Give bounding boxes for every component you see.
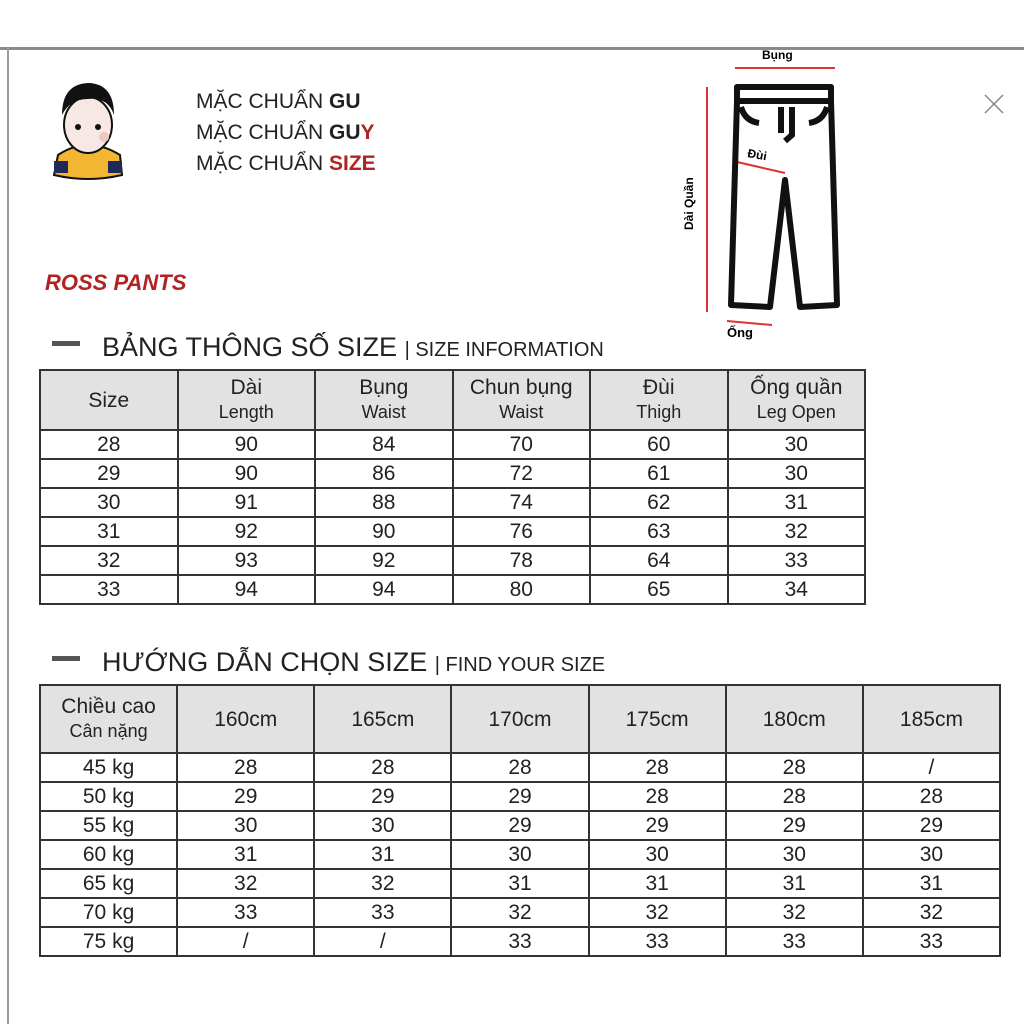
table-cell [177,782,314,811]
table-cell [863,898,1000,927]
cell-text: 70 [509,432,533,456]
table-cell [726,927,863,956]
table-row [40,811,1000,840]
table-cell [177,753,314,782]
cell-subtext: Cân nặng [69,721,148,741]
cell-text: 72 [509,461,533,485]
cell-text: 74 [509,490,533,514]
table-cell [728,575,866,604]
cell-text: 55 kg [82,813,135,837]
table-cell [178,430,316,459]
cell-text: 78 [509,548,533,572]
table-cell [728,517,866,546]
cell-text: 175cm [625,707,689,731]
column-header [451,685,588,753]
table-cell [453,517,591,546]
cell-text: 29 [508,784,532,808]
cell-text: 31 [371,842,395,866]
table-cell [728,459,866,488]
table-cell [589,811,726,840]
table-cell [177,811,314,840]
section-dash-icon [52,341,80,346]
cell-text: 170cm [488,707,552,731]
table-cell [178,546,316,575]
mascot-avatar-logo [48,75,128,185]
table-cell [589,898,726,927]
diagram-leg-label: Ống [727,325,753,340]
table-cell [178,488,316,517]
cell-text: 64 [647,548,671,572]
table-cell [314,869,451,898]
table-row [40,459,865,488]
cell-text: 60 [647,432,671,456]
table-row [40,488,865,517]
cell-text: 93 [234,548,258,572]
table-cell [178,575,316,604]
cell-text: 33 [97,577,121,601]
cell-text: 28 [97,432,121,456]
cell-text: 30 [784,461,808,485]
find-your-size-table [39,684,1001,957]
cell-text: 29 [508,813,532,837]
table-cell [315,575,453,604]
cell-text: / [928,755,935,779]
corner-header [40,685,177,753]
column-header [728,370,866,430]
cell-text: 28 [645,784,669,808]
cell-text: 80 [509,577,533,601]
cell-text: 50 kg [82,784,135,808]
table-cell [315,430,453,459]
cell-text: 29 [645,813,669,837]
cell-text: 29 [97,461,121,485]
table-cell [589,869,726,898]
table-cell [590,459,728,488]
table-cell [178,459,316,488]
table-cell [314,927,451,956]
table-row [40,546,865,575]
table-cell [726,869,863,898]
cell-text: Đùi [642,376,675,399]
table-cell [453,488,591,517]
cell-text: 65 [647,577,671,601]
table-cell [589,927,726,956]
cell-text: 33 [508,929,532,953]
table-cell [40,869,177,898]
diagram-thigh-label: Đùi [746,146,768,164]
table-cell [863,782,1000,811]
column-header [863,685,1000,753]
table-cell [453,430,591,459]
table-cell [314,898,451,927]
cell-text: 30 [919,842,944,866]
diagram-waist-label: Bụng [762,48,793,62]
table-row [40,782,1000,811]
table-cell [40,927,177,956]
diagram-length-label: Dài Quần [682,177,696,230]
column-header [177,685,314,753]
cell-text: 34 [784,577,808,601]
cell-text: 32 [234,871,258,895]
size-information-table [39,369,866,605]
cell-text: 91 [234,490,258,514]
cell-text: 33 [645,929,669,953]
column-header [589,685,726,753]
cell-text: 31 [234,842,258,866]
cell-text: 28 [782,784,806,808]
table-cell [40,898,177,927]
cell-text: 32 [97,548,121,572]
table-cell [590,575,728,604]
cell-text: 30 [784,432,808,456]
table-cell [451,782,588,811]
cell-text: 33 [234,900,258,924]
table-cell [590,430,728,459]
close-icon[interactable] [982,92,1006,116]
cell-text: 32 [371,871,395,895]
table-cell [590,546,728,575]
cell-text: 90 [372,519,396,543]
table-cell [451,898,588,927]
cell-text: 30 [508,842,532,866]
cell-text: 92 [372,548,396,572]
table-row [40,840,1000,869]
table-cell [589,753,726,782]
cell-text: 31 [782,871,806,895]
table-row [40,430,865,459]
cell-text: 29 [371,784,395,808]
cell-text: 180cm [762,707,826,731]
table-cell [728,488,866,517]
cell-text: 84 [372,432,396,456]
column-header [40,370,178,430]
window-top-border [0,47,1024,50]
cell-text: 33 [919,929,944,953]
cell-text: 29 [234,784,258,808]
section-dash-icon [52,656,80,661]
table-cell [726,753,863,782]
cell-text: 76 [509,519,533,543]
cell-text: 86 [372,461,396,485]
cell-text: 28 [919,784,944,808]
table-cell [40,753,177,782]
table-cell [453,575,591,604]
cell-text: Ống quần [750,376,843,399]
table-cell [726,898,863,927]
cell-text: 28 [371,755,395,779]
cell-text: Bụng [359,376,409,399]
column-header [315,370,453,430]
cell-text: 30 [371,813,395,837]
table-cell [177,869,314,898]
table-cell [726,840,863,869]
cell-text: 32 [782,900,806,924]
cell-text: 31 [97,519,121,543]
table-cell [40,517,178,546]
cell-text: Dài [230,376,262,399]
table-row [40,575,865,604]
table-cell [726,811,863,840]
table-cell [315,517,453,546]
cell-text: 61 [647,461,671,485]
cell-text: Chiều cao [61,695,156,718]
table-cell [451,869,588,898]
cell-text: 60 kg [82,842,135,866]
cell-text: 75 kg [82,929,135,953]
table-cell [590,488,728,517]
table-cell [728,546,866,575]
table-cell [451,811,588,840]
table-cell [177,840,314,869]
cell-text: 32 [645,900,669,924]
table-cell [863,753,1000,782]
cell-text: 185cm [899,707,963,731]
table-cell [726,782,863,811]
cell-text: 62 [647,490,671,514]
table-cell [453,459,591,488]
cell-text: 33 [784,548,808,572]
find-size-heading: HƯỚNG DẪN CHỌN SIZE | FIND YOUR SIZE [102,647,606,677]
cell-text: 33 [782,929,806,953]
slogan-line-1: MẶC CHUẨN GU [196,90,361,113]
table-cell [314,782,451,811]
table-cell [451,840,588,869]
table-cell [40,430,178,459]
slogan-line-3: MẶC CHUẨN SIZE [196,152,376,175]
table-cell [314,811,451,840]
cell-text: 165cm [351,707,415,731]
table-cell [40,459,178,488]
cell-text: 31 [784,490,808,514]
column-header [453,370,591,430]
cell-text: 29 [782,813,806,837]
cell-subtext: Leg Open [756,402,836,422]
table-cell [177,927,314,956]
cell-text: 31 [919,871,944,895]
window-left-border [7,47,9,1024]
product-name: ROSS PANTS [45,270,187,295]
column-header [726,685,863,753]
cell-text: 31 [508,871,532,895]
column-header [178,370,316,430]
table-cell [315,488,453,517]
table-cell [315,546,453,575]
table-cell [451,927,588,956]
table-cell [728,430,866,459]
cell-text: 28 [782,755,806,779]
table-cell [40,811,177,840]
slogan [196,86,376,179]
table-cell [40,782,177,811]
table-cell [314,840,451,869]
cell-text: 63 [647,519,671,543]
pants-measurement-diagram [675,45,855,345]
cell-text: 28 [645,755,669,779]
table-cell [314,753,451,782]
table-cell [40,840,177,869]
cell-text: 30 [645,842,669,866]
cell-text: 92 [234,519,258,543]
table-cell [40,546,178,575]
cell-text: 32 [508,900,532,924]
table-cell [453,546,591,575]
cell-text: 30 [234,813,258,837]
cell-text: 65 kg [82,871,135,895]
cell-subtext: Waist [499,402,544,422]
table-cell [863,927,1000,956]
cell-text: 30 [782,842,806,866]
cell-subtext: Waist [361,402,406,422]
cell-text: 70 kg [82,900,135,924]
cell-subtext: Thigh [636,402,682,422]
cell-text: Size [88,388,130,412]
cell-text: 30 [97,490,121,514]
cell-text: 160cm [214,707,278,731]
table-row [40,869,1000,898]
table-cell [177,898,314,927]
table-cell [863,869,1000,898]
cell-text: / [242,929,249,953]
table-cell [40,488,178,517]
cell-subtext: Length [218,402,274,422]
table-cell [589,782,726,811]
cell-text: 45 kg [82,755,135,779]
table-row [40,753,1000,782]
cell-text: 28 [508,755,532,779]
cell-text: 90 [234,461,258,485]
size-info-heading: BẢNG THÔNG SỐ SIZE | SIZE INFORMATION [102,332,604,362]
cell-text: Chun bụng [469,376,573,399]
cell-text: / [379,929,386,953]
cell-text: 94 [234,577,258,601]
table-row [40,517,865,546]
slogan-line-2: MẶC CHUẨN GUY [196,121,375,144]
cell-text: 28 [234,755,258,779]
cell-text: 88 [372,490,396,514]
cell-text: 33 [371,900,395,924]
cell-text: 32 [919,900,944,924]
table-cell [40,575,178,604]
cell-text: 94 [372,577,396,601]
cell-text: 29 [919,813,944,837]
table-cell [451,753,588,782]
column-header [314,685,451,753]
table-row [40,927,1000,956]
table-cell [590,517,728,546]
table-cell [863,811,1000,840]
table-cell [178,517,316,546]
table-cell [315,459,453,488]
table-row [40,898,1000,927]
column-header [590,370,728,430]
cell-text: 32 [784,519,808,543]
table-cell [589,840,726,869]
table-cell [863,840,1000,869]
cell-text: 31 [645,871,669,895]
cell-text: 90 [234,432,258,456]
